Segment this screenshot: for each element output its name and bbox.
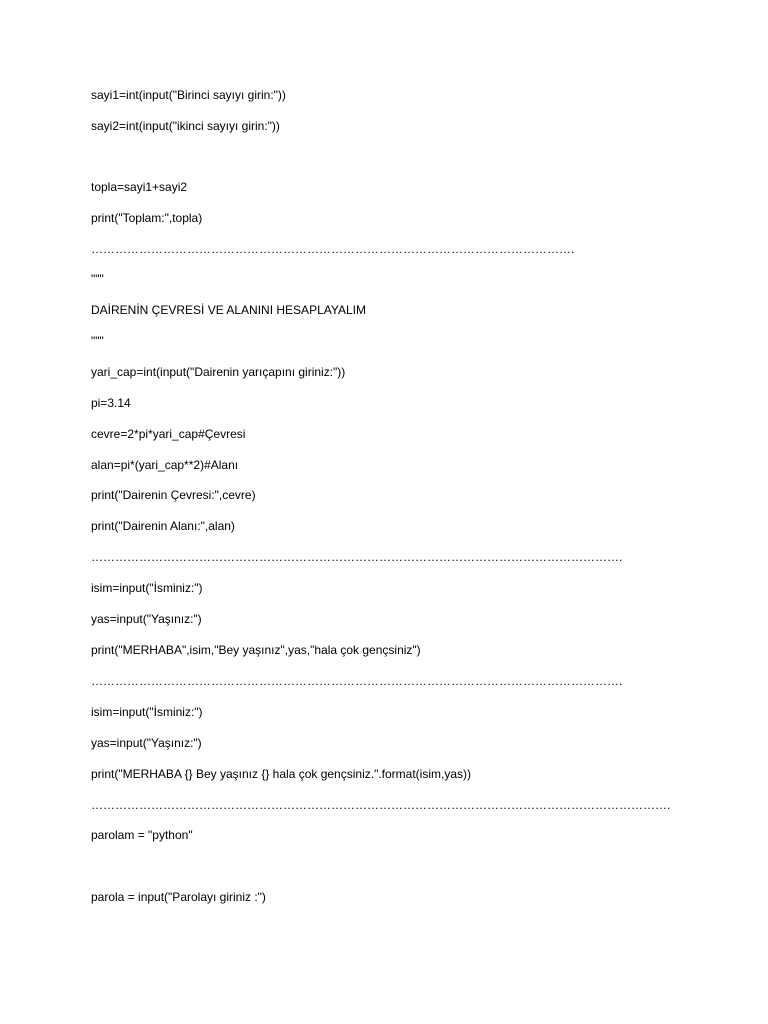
code-line-sayi1-input: sayi1=int(input("Birinci sayıyı girin:")) — [91, 88, 286, 102]
dotted-separator: ……………………………………………………………………………………………………………………. — [91, 674, 623, 688]
code-line-yas-input: yas=input("Yaşınız:") — [91, 736, 202, 750]
code-line-topla: topla=sayi1+sayi2 — [91, 180, 188, 194]
dotted-separator: …………………………………………………………………………………………………………. — [91, 242, 575, 256]
code-line-print-format: print("MERHABA {} Bey yaşınız {} hala çok gençsiniz.".format(isim,yas)) — [91, 767, 471, 781]
code-line-parola-input: parola = input("Parolayı giriniz :") — [91, 890, 266, 904]
docstring-close: """ — [91, 334, 104, 348]
code-line-pi: pi=3.14 — [91, 396, 131, 410]
code-line-parolam: parolam = "python" — [91, 828, 193, 842]
code-line-cevre: cevre=2*pi*yari_cap#Çevresi — [91, 427, 246, 441]
code-line-print-cevre: print("Dairenin Çevresi:",cevre) — [91, 488, 256, 502]
dotted-separator: ……………………………………………………………………………………………………………………. — [91, 550, 623, 564]
section-heading: DAİRENİN ÇEVRESİ VE ALANINI HESAPLAYALIM — [91, 303, 366, 317]
code-line-sayi2-input: sayi2=int(input("ikinci sayıyı girin:")) — [91, 119, 280, 133]
code-line-alan: alan=pi*(yari_cap**2)#Alanı — [91, 458, 239, 472]
code-line-isim-input: isim=input("İsminiz:") — [91, 581, 203, 595]
dotted-separator: ………………………………………………………………………………………………………………………………. — [91, 798, 671, 812]
code-line-print-toplam: print("Toplam:",topla) — [91, 211, 203, 225]
code-line-print-merhaba: print("MERHABA",isim,"Bey yaşınız",yas,"hala çok gençsiniz") — [91, 643, 421, 657]
code-line-print-alan: print("Dairenin Alanı:",alan) — [91, 519, 235, 533]
code-line-yari-cap: yari_cap=int(input("Dairenin yarıçapını giriniz:")) — [91, 365, 346, 379]
code-line-isim-input: isim=input("İsminiz:") — [91, 705, 203, 719]
code-line-yas-input: yas=input("Yaşınız:") — [91, 612, 202, 626]
docstring-open: """ — [91, 272, 104, 286]
